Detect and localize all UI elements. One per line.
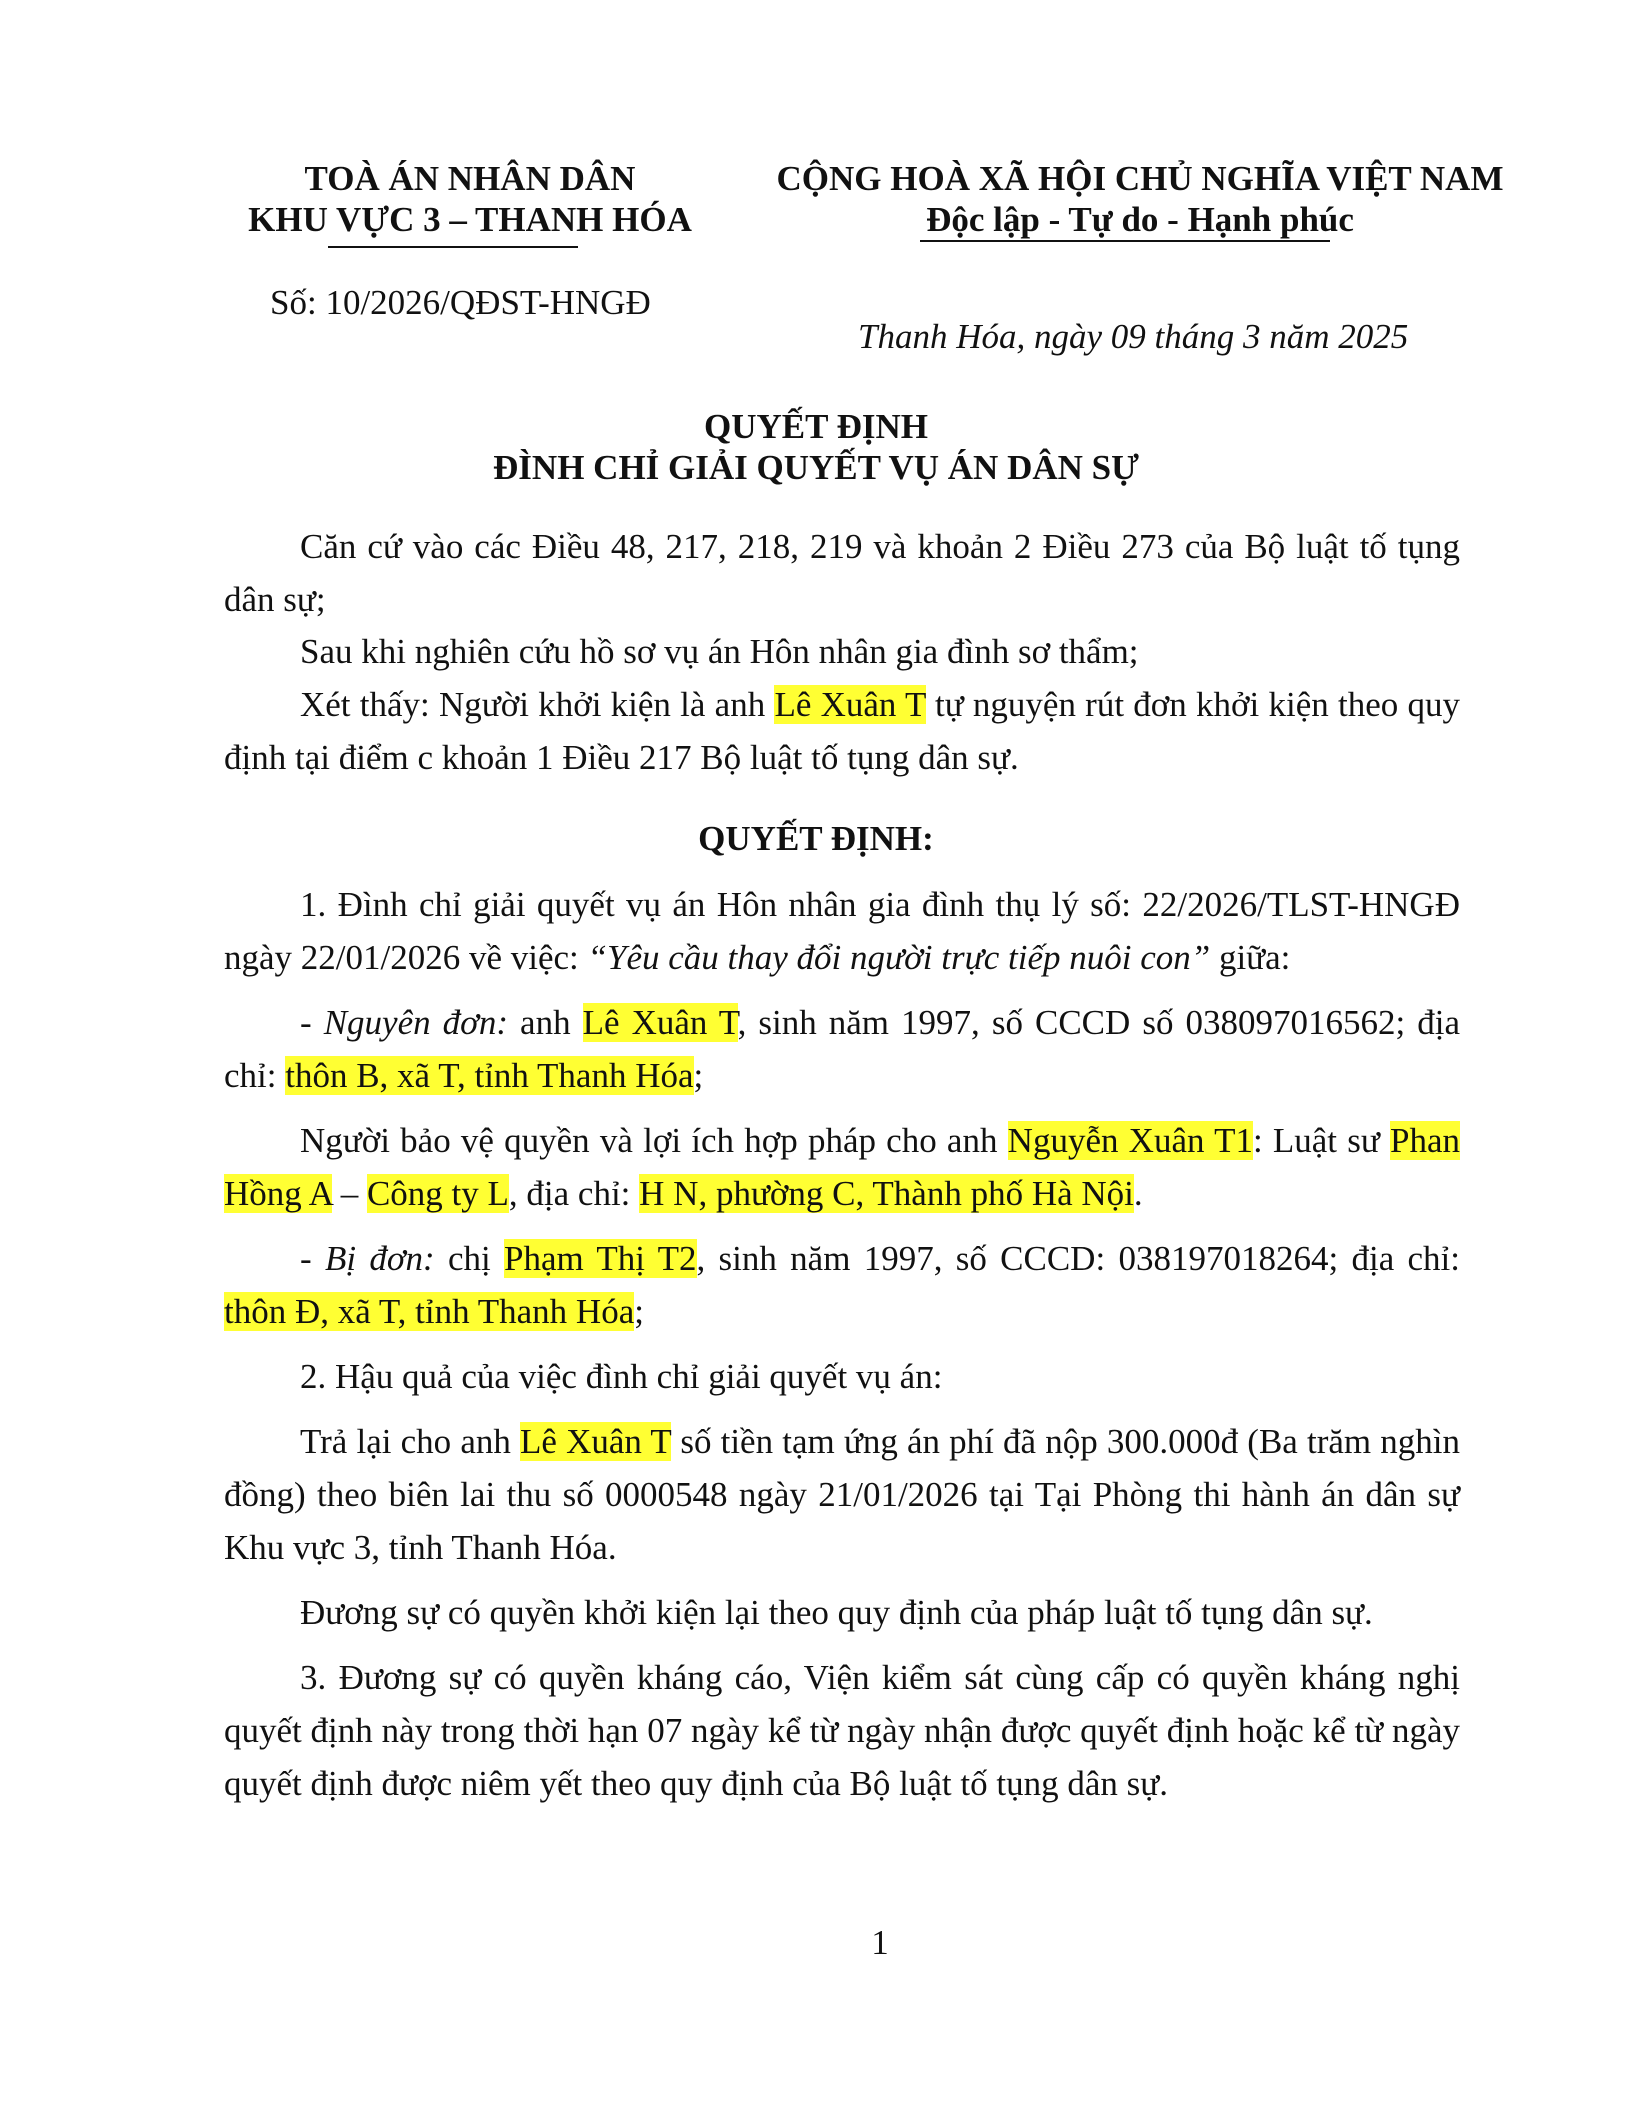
- relitigate-paragraph: Đương sự có quyền khởi kiện lại theo quy định của pháp luật tố tụng dân sự.: [300, 1593, 1373, 1632]
- decision-body: [224, 878, 1460, 1810]
- plaintiff-name-highlight: Lê Xuân T: [774, 685, 926, 724]
- plaintiff-text-b: , sinh năm 1997, số CCCD số 038097016562; địa chỉ:: [224, 1003, 1461, 1095]
- lawyer-text-b: : Luật sư: [1252, 1121, 1391, 1160]
- plaintiff-text-a: anh: [508, 1003, 583, 1042]
- court-underline: [328, 246, 578, 248]
- item-1: [224, 878, 1460, 984]
- item-2-heading: 2. Hậu quả của việc đình chỉ giải quyết vụ án:: [300, 1357, 943, 1396]
- defendant-text-b: , sinh năm 1997, số CCCD: 038197018264; địa chỉ:: [696, 1239, 1460, 1278]
- preamble: [224, 520, 1460, 784]
- plaintiff-role: Nguyên đơn:: [323, 1003, 508, 1042]
- place-and-date: Thanh Hóa, ngày 09 tháng 3 năm 2025: [858, 317, 1409, 356]
- defendant-address: thôn Đ, xã T, tỉnh Thanh Hóa: [224, 1292, 635, 1331]
- refund-text-a: Trả lại cho anh: [300, 1422, 521, 1461]
- lawyer-client-name: Nguyễn Xuân T1: [1007, 1121, 1253, 1160]
- consideration-statement: [224, 678, 1460, 784]
- plaintiff-dash: -: [300, 1003, 324, 1042]
- consideration-text-b: tự nguyện rút đơn khởi kiện theo quy định tại điểm c khoản 1 Điều 217 Bộ luật tố tụng dân sự.: [224, 685, 1460, 777]
- defendant-text-c: ;: [634, 1292, 644, 1331]
- lawyer-text-c: –: [331, 1174, 367, 1213]
- item-1-text-a: 1. Đình chỉ giải quyết vụ án Hôn nhân gia đình thụ lý số: 22/2026/TLST-HNGĐ ngày 22/01/2026 về việc:: [224, 885, 1460, 977]
- refund-text-b: số tiền tạm ứng án phí đã nộp 300.000đ (Ba trăm nghìn đồng) theo biên lai thu số 0000548 ngày 21/01/2026 tại Tại Phòng thi hành án dân sự Khu vực 3, tỉnh Thanh Hóa.: [224, 1422, 1461, 1567]
- refund-paragraph: [224, 1415, 1460, 1574]
- plaintiff-name: Lê Xuân T: [582, 1003, 738, 1042]
- consideration-text-a: Xét thấy: Người khởi kiện là anh: [300, 685, 775, 724]
- defendant-role: Bị đơn:: [324, 1239, 435, 1278]
- document-title: QUYẾT ĐỊNH: [704, 407, 928, 446]
- plaintiff-address: thôn B, xã T, tỉnh Thanh Hóa: [285, 1056, 694, 1095]
- review-statement: Sau khi nghiên cứu hồ sơ vụ án Hôn nhân gia đình sơ thẩm;: [300, 632, 1139, 671]
- lawyer-paragraph: [224, 1114, 1460, 1220]
- court-name-line2: KHU VỰC 3 – THANH HÓA: [248, 200, 692, 239]
- plaintiff-text-c: ;: [693, 1056, 704, 1095]
- nation-motto: Độc lập - Tự do - Hạnh phúc: [926, 200, 1354, 239]
- defendant-name: Phạm Thị T2: [504, 1239, 697, 1278]
- item-3: 3. Đương sự có quyền kháng cáo, Viện kiểm sát cùng cấp có quyền kháng nghị quyết định này trong thời hạn 07 ngày kể từ ngày nhận được quyết định hoặc kể từ ngày quyết định được niêm yết theo quy định của Bộ luật tố tụng dân sự.: [224, 1658, 1460, 1803]
- plaintiff-paragraph: [224, 996, 1460, 1102]
- page-number: 1: [871, 1923, 889, 1962]
- law-firm-name: Công ty L: [366, 1174, 509, 1213]
- lawyer-address: H N, phường C, Thành phố Hà Nội: [639, 1174, 1134, 1213]
- court-name-line1: TOÀ ÁN NHÂN DÂN: [304, 159, 636, 198]
- defendant-dash: -: [300, 1239, 325, 1278]
- nation-title: CỘNG HOÀ XÃ HỘI CHỦ NGHĨA VIỆT NAM: [776, 159, 1504, 198]
- motto-underline: [920, 240, 1330, 242]
- lawyer-text-a: Người bảo vệ quyền và lợi ích hợp pháp cho anh: [300, 1121, 1008, 1160]
- refund-name: Lê Xuân T: [520, 1422, 672, 1461]
- defendant-paragraph: [224, 1232, 1460, 1338]
- lawyer-name: Phan Hồng A: [224, 1121, 1461, 1213]
- decision-heading: QUYẾT ĐỊNH:: [698, 819, 934, 858]
- document-subtitle: ĐÌNH CHỈ GIẢI QUYẾT VỤ ÁN DÂN SỰ: [493, 448, 1139, 487]
- lawyer-text-e: .: [1133, 1174, 1143, 1213]
- item-1-text-b: giữa:: [1210, 938, 1291, 977]
- document-number: Số: 10/2026/QĐST-HNGĐ: [270, 283, 651, 322]
- legal-basis: Căn cứ vào các Điều 48, 217, 218, 219 và khoản 2 Điều 273 của Bộ luật tố tụng dân sự;: [224, 527, 1460, 619]
- lawyer-text-d: , địa chỉ:: [508, 1174, 640, 1213]
- case-subject: “Yêu cầu thay đổi người trực tiếp nuôi con”: [587, 938, 1211, 977]
- defendant-text-a: chị: [434, 1239, 504, 1278]
